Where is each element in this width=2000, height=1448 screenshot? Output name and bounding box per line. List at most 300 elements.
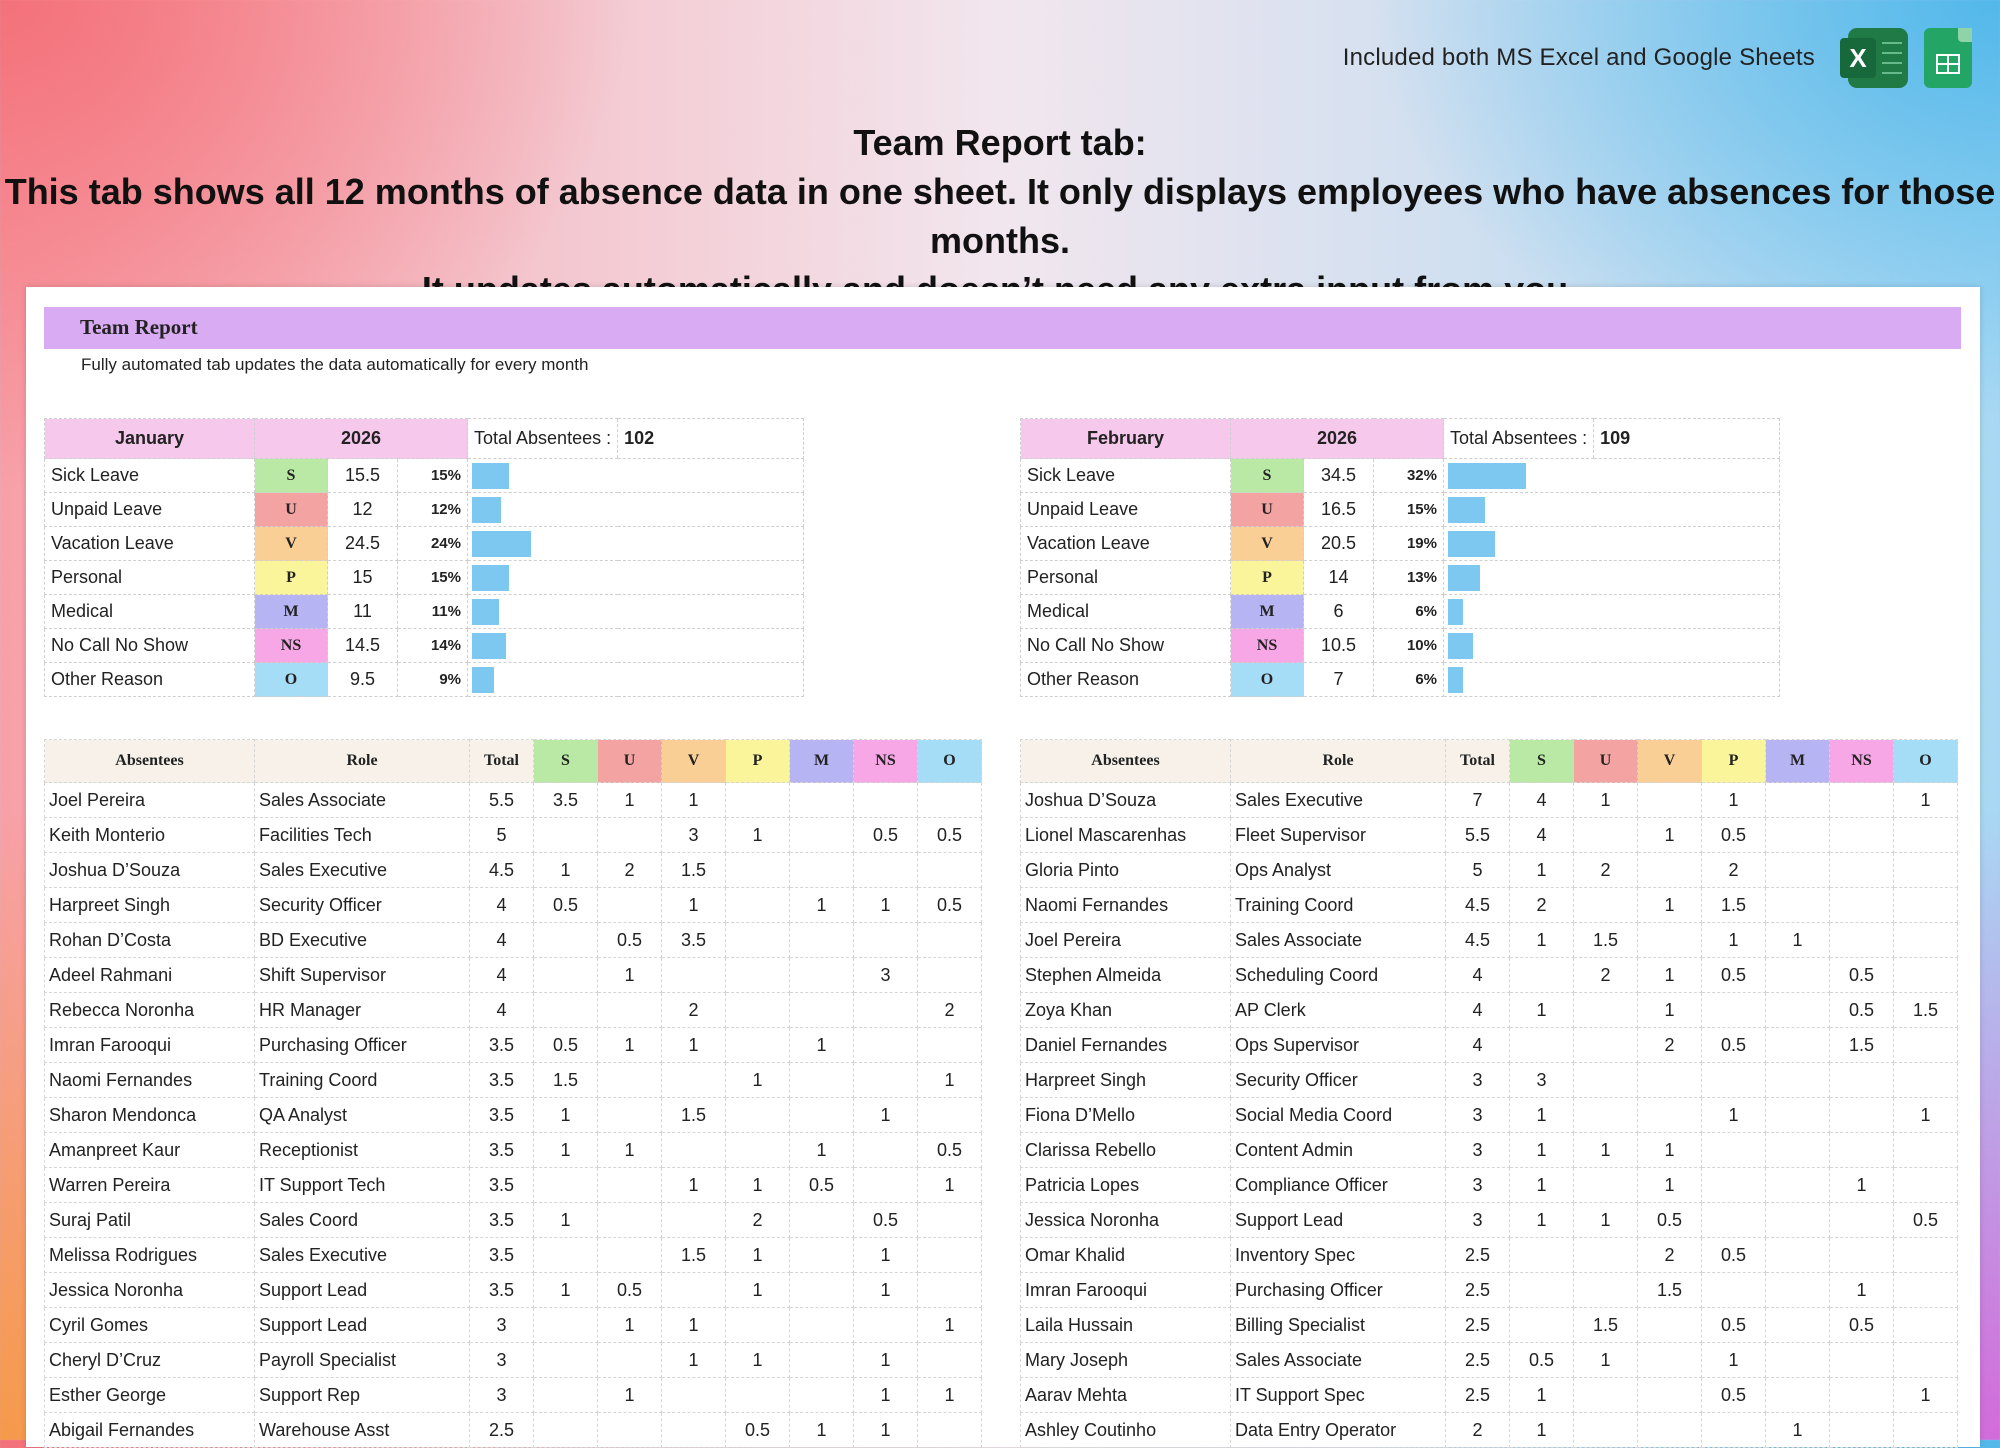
leave-cell-o[interactable]: 0.5: [918, 1133, 982, 1168]
column-header-total[interactable]: Total: [470, 740, 534, 783]
leave-cell-s[interactable]: [534, 1343, 598, 1378]
leave-cell-m[interactable]: [1766, 1063, 1830, 1098]
leave-cell-o[interactable]: [1894, 958, 1958, 993]
absentee-name[interactable]: Cheryl D’Cruz: [45, 1343, 255, 1378]
column-header-v[interactable]: V: [662, 740, 726, 783]
leave-cell-o[interactable]: [918, 958, 982, 993]
leave-cell-u[interactable]: 1: [598, 958, 662, 993]
leave-cell-p[interactable]: 0.5: [1702, 958, 1766, 993]
leave-cell-s[interactable]: [1510, 958, 1574, 993]
leave-cell-u[interactable]: [1574, 1378, 1638, 1413]
table-row[interactable]: [1021, 783, 1958, 818]
absentee-total[interactable]: 5.5: [1446, 818, 1510, 853]
leave-cell-p[interactable]: 0.5: [1702, 818, 1766, 853]
absentee-total[interactable]: 4: [1446, 958, 1510, 993]
leave-cell-s[interactable]: [534, 1308, 598, 1343]
table-row[interactable]: [45, 1168, 982, 1203]
leave-cell-s[interactable]: 1: [1510, 1098, 1574, 1133]
table-row[interactable]: [45, 1098, 982, 1133]
absentee-role[interactable]: Sales Coord: [255, 1203, 470, 1238]
leave-cell-ns[interactable]: 1: [854, 1378, 918, 1413]
leave-cell-ns[interactable]: [854, 783, 918, 818]
leave-cell-m[interactable]: [1766, 888, 1830, 923]
leave-cell-m[interactable]: [790, 1203, 854, 1238]
leave-cell-ns[interactable]: [1830, 783, 1894, 818]
leave-cell-p[interactable]: [1702, 1273, 1766, 1308]
absentee-total[interactable]: 3.5: [470, 1203, 534, 1238]
leave-cell-o[interactable]: 1: [1894, 1378, 1958, 1413]
leave-cell-m[interactable]: [1766, 1203, 1830, 1238]
absentee-name[interactable]: Jessica Noronha: [1021, 1203, 1231, 1238]
leave-cell-ns[interactable]: 1: [854, 1098, 918, 1133]
absentee-total[interactable]: 2.5: [1446, 1378, 1510, 1413]
absentee-role[interactable]: Support Lead: [255, 1273, 470, 1308]
leave-cell-o[interactable]: 0.5: [1894, 1203, 1958, 1238]
absentee-role[interactable]: Training Coord: [255, 1063, 470, 1098]
absentee-name[interactable]: Stephen Almeida: [1021, 958, 1231, 993]
leave-cell-ns[interactable]: 1: [854, 1343, 918, 1378]
absentee-total[interactable]: 3: [470, 1308, 534, 1343]
absentee-name[interactable]: Naomi Fernandes: [45, 1063, 255, 1098]
absentee-name[interactable]: Rohan D’Costa: [45, 923, 255, 958]
leave-cell-v[interactable]: 3: [662, 818, 726, 853]
absentee-total[interactable]: 5.5: [470, 783, 534, 818]
leave-cell-o[interactable]: 1: [918, 1308, 982, 1343]
leave-cell-u[interactable]: 1.5: [1574, 1308, 1638, 1343]
leave-cell-v[interactable]: 1: [662, 1308, 726, 1343]
leave-cell-v[interactable]: 1: [662, 1028, 726, 1063]
absentee-role[interactable]: AP Clerk: [1231, 993, 1446, 1028]
leave-cell-u[interactable]: [1574, 1273, 1638, 1308]
leave-cell-p[interactable]: [726, 1028, 790, 1063]
leave-cell-p[interactable]: 1: [726, 1273, 790, 1308]
leave-cell-u[interactable]: 1: [1574, 1133, 1638, 1168]
absentee-role[interactable]: Sales Associate: [1231, 923, 1446, 958]
absentee-name[interactable]: Laila Hussain: [1021, 1308, 1231, 1343]
absentee-name[interactable]: Cyril Gomes: [45, 1308, 255, 1343]
absentee-role[interactable]: Ops Supervisor: [1231, 1028, 1446, 1063]
leave-cell-v[interactable]: [1638, 1413, 1702, 1448]
leave-cell-v[interactable]: 1.5: [662, 1098, 726, 1133]
leave-cell-m[interactable]: 1: [790, 888, 854, 923]
leave-cell-p[interactable]: [726, 923, 790, 958]
leave-cell-m[interactable]: [790, 853, 854, 888]
absentee-total[interactable]: 3.5: [470, 1028, 534, 1063]
column-header-m[interactable]: M: [1766, 740, 1830, 783]
leave-cell-m[interactable]: [790, 958, 854, 993]
column-header-ns[interactable]: NS: [1830, 740, 1894, 783]
absentee-total[interactable]: 5: [1446, 853, 1510, 888]
absentee-total[interactable]: 3: [1446, 1063, 1510, 1098]
leave-cell-m[interactable]: [790, 818, 854, 853]
leave-cell-o[interactable]: 0.5: [918, 888, 982, 923]
absentee-total[interactable]: 7: [1446, 783, 1510, 818]
leave-cell-ns[interactable]: [854, 853, 918, 888]
leave-cell-m[interactable]: 1: [1766, 923, 1830, 958]
leave-cell-s[interactable]: [1510, 1028, 1574, 1063]
leave-cell-o[interactable]: [1894, 853, 1958, 888]
leave-cell-p[interactable]: 1: [1702, 783, 1766, 818]
leave-cell-ns[interactable]: 3: [854, 958, 918, 993]
leave-cell-p[interactable]: [726, 1098, 790, 1133]
leave-cell-u[interactable]: [598, 1063, 662, 1098]
leave-cell-o[interactable]: 2: [918, 993, 982, 1028]
leave-cell-u[interactable]: 0.5: [598, 923, 662, 958]
leave-cell-p[interactable]: [726, 1308, 790, 1343]
leave-cell-o[interactable]: [1894, 923, 1958, 958]
absentee-role[interactable]: QA Analyst: [255, 1098, 470, 1133]
column-header-absentees[interactable]: Absentees: [45, 740, 255, 783]
leave-cell-ns[interactable]: [1830, 1203, 1894, 1238]
table-row[interactable]: [45, 923, 982, 958]
leave-cell-o[interactable]: 1: [1894, 783, 1958, 818]
leave-cell-p[interactable]: 0.5: [1702, 1378, 1766, 1413]
leave-cell-p[interactable]: [726, 783, 790, 818]
table-row[interactable]: [45, 783, 982, 818]
absentee-role[interactable]: Sales Executive: [255, 1238, 470, 1273]
leave-cell-s[interactable]: 1.5: [534, 1063, 598, 1098]
absentee-role[interactable]: Warehouse Asst: [255, 1413, 470, 1448]
absentee-total[interactable]: 2.5: [1446, 1308, 1510, 1343]
leave-cell-s[interactable]: 1: [1510, 1378, 1574, 1413]
table-row[interactable]: [1021, 958, 1958, 993]
table-row[interactable]: [1021, 853, 1958, 888]
leave-cell-ns[interactable]: [1830, 923, 1894, 958]
leave-cell-o[interactable]: 0.5: [918, 818, 982, 853]
leave-cell-m[interactable]: 1: [790, 1133, 854, 1168]
leave-cell-ns[interactable]: [1830, 853, 1894, 888]
leave-cell-o[interactable]: 1: [918, 1168, 982, 1203]
leave-cell-o[interactable]: 1: [918, 1378, 982, 1413]
table-row[interactable]: [1021, 1273, 1958, 1308]
leave-cell-v[interactable]: [1638, 1343, 1702, 1378]
absentee-total[interactable]: 2.5: [1446, 1343, 1510, 1378]
absentee-name[interactable]: Melissa Rodrigues: [45, 1238, 255, 1273]
leave-cell-u[interactable]: [598, 1203, 662, 1238]
absentee-role[interactable]: Security Officer: [1231, 1063, 1446, 1098]
leave-cell-v[interactable]: 1: [662, 1343, 726, 1378]
absentee-role[interactable]: Data Entry Operator: [1231, 1413, 1446, 1448]
absentee-name[interactable]: Jessica Noronha: [45, 1273, 255, 1308]
table-row[interactable]: [45, 1378, 982, 1413]
absentee-role[interactable]: Security Officer: [255, 888, 470, 923]
leave-cell-u[interactable]: 1: [598, 1378, 662, 1413]
leave-cell-p[interactable]: [726, 958, 790, 993]
absentee-total[interactable]: 3.5: [470, 1168, 534, 1203]
leave-cell-v[interactable]: 1: [1638, 993, 1702, 1028]
absentee-role[interactable]: HR Manager: [255, 993, 470, 1028]
absentee-role[interactable]: Support Rep: [255, 1378, 470, 1413]
leave-cell-ns[interactable]: 0.5: [1830, 993, 1894, 1028]
leave-cell-s[interactable]: 2: [1510, 888, 1574, 923]
leave-cell-m[interactable]: [1766, 1273, 1830, 1308]
absentee-name[interactable]: Warren Pereira: [45, 1168, 255, 1203]
leave-cell-p[interactable]: [1702, 993, 1766, 1028]
leave-cell-o[interactable]: [1894, 818, 1958, 853]
leave-cell-s[interactable]: 1: [1510, 923, 1574, 958]
leave-cell-s[interactable]: 1: [534, 1273, 598, 1308]
leave-cell-ns[interactable]: [854, 923, 918, 958]
leave-cell-s[interactable]: 1: [534, 1203, 598, 1238]
column-header-p[interactable]: P: [726, 740, 790, 783]
leave-cell-v[interactable]: 1: [1638, 888, 1702, 923]
leave-cell-o[interactable]: [918, 1273, 982, 1308]
table-row[interactable]: [1021, 1343, 1958, 1378]
absentee-role[interactable]: IT Support Spec: [1231, 1378, 1446, 1413]
leave-cell-ns[interactable]: 0.5: [1830, 958, 1894, 993]
leave-cell-m[interactable]: [790, 1343, 854, 1378]
absentee-name[interactable]: Zoya Khan: [1021, 993, 1231, 1028]
leave-cell-v[interactable]: [662, 1133, 726, 1168]
absentee-total[interactable]: 4: [470, 888, 534, 923]
leave-cell-v[interactable]: 0.5: [1638, 1203, 1702, 1238]
leave-cell-v[interactable]: [1638, 783, 1702, 818]
absentee-total[interactable]: 5: [470, 818, 534, 853]
column-header-o[interactable]: O: [1894, 740, 1958, 783]
leave-cell-s[interactable]: [534, 993, 598, 1028]
leave-cell-u[interactable]: 1: [598, 1308, 662, 1343]
leave-cell-o[interactable]: [918, 923, 982, 958]
leave-cell-s[interactable]: 1: [1510, 1413, 1574, 1448]
leave-cell-u[interactable]: 1: [598, 783, 662, 818]
leave-cell-u[interactable]: 1: [1574, 1343, 1638, 1378]
absentee-name[interactable]: Gloria Pinto: [1021, 853, 1231, 888]
leave-cell-ns[interactable]: [1830, 1343, 1894, 1378]
leave-cell-v[interactable]: 1: [662, 783, 726, 818]
leave-cell-o[interactable]: [1894, 1238, 1958, 1273]
leave-cell-s[interactable]: 3: [1510, 1063, 1574, 1098]
leave-cell-p[interactable]: 1: [1702, 1343, 1766, 1378]
table-row[interactable]: [45, 958, 982, 993]
absentee-total[interactable]: 2.5: [470, 1413, 534, 1448]
absentee-name[interactable]: Imran Farooqui: [45, 1028, 255, 1063]
leave-cell-p[interactable]: 0.5: [726, 1413, 790, 1448]
leave-cell-v[interactable]: 2: [662, 993, 726, 1028]
leave-cell-p[interactable]: 2: [726, 1203, 790, 1238]
leave-cell-s[interactable]: [534, 1168, 598, 1203]
column-header-s[interactable]: S: [534, 740, 598, 783]
leave-cell-ns[interactable]: [1830, 1378, 1894, 1413]
column-header-v[interactable]: V: [1638, 740, 1702, 783]
table-row[interactable]: [1021, 1308, 1958, 1343]
leave-cell-m[interactable]: [1766, 1133, 1830, 1168]
leave-cell-ns[interactable]: [1830, 1238, 1894, 1273]
table-row[interactable]: [1021, 888, 1958, 923]
absentee-name[interactable]: Ashley Coutinho: [1021, 1413, 1231, 1448]
leave-cell-o[interactable]: [1894, 1028, 1958, 1063]
table-row[interactable]: [1021, 1063, 1958, 1098]
leave-cell-m[interactable]: [1766, 958, 1830, 993]
table-row[interactable]: [45, 1343, 982, 1378]
leave-cell-s[interactable]: 1: [1510, 853, 1574, 888]
column-header-role[interactable]: Role: [255, 740, 470, 783]
absentee-name[interactable]: Mary Joseph: [1021, 1343, 1231, 1378]
absentee-name[interactable]: Amanpreet Kaur: [45, 1133, 255, 1168]
leave-cell-m[interactable]: 1: [790, 1413, 854, 1448]
leave-cell-u[interactable]: [598, 993, 662, 1028]
leave-cell-o[interactable]: [918, 1028, 982, 1063]
absentee-role[interactable]: Compliance Officer: [1231, 1168, 1446, 1203]
leave-cell-ns[interactable]: [854, 1168, 918, 1203]
leave-cell-m[interactable]: [1766, 1378, 1830, 1413]
leave-cell-u[interactable]: [598, 1098, 662, 1133]
absentee-role[interactable]: Support Lead: [1231, 1203, 1446, 1238]
leave-cell-p[interactable]: 0.5: [1702, 1028, 1766, 1063]
table-row[interactable]: [1021, 1238, 1958, 1273]
absentee-name[interactable]: Daniel Fernandes: [1021, 1028, 1231, 1063]
column-header-u[interactable]: U: [598, 740, 662, 783]
column-header-o[interactable]: O: [918, 740, 982, 783]
leave-cell-p[interactable]: [726, 993, 790, 1028]
leave-cell-u[interactable]: [1574, 888, 1638, 923]
absentee-role[interactable]: Sales Associate: [1231, 1343, 1446, 1378]
leave-cell-s[interactable]: [534, 1413, 598, 1448]
absentee-role[interactable]: Inventory Spec: [1231, 1238, 1446, 1273]
leave-cell-p[interactable]: 1: [1702, 923, 1766, 958]
leave-cell-o[interactable]: [1894, 1273, 1958, 1308]
absentee-name[interactable]: Fiona D’Mello: [1021, 1098, 1231, 1133]
table-row[interactable]: [1021, 923, 1958, 958]
absentee-total[interactable]: 3: [1446, 1203, 1510, 1238]
absentee-name[interactable]: Joshua D’Souza: [45, 853, 255, 888]
leave-cell-p[interactable]: 1.5: [1702, 888, 1766, 923]
leave-cell-o[interactable]: 1: [1894, 1098, 1958, 1133]
leave-cell-v[interactable]: [662, 1203, 726, 1238]
absentee-role[interactable]: Facilities Tech: [255, 818, 470, 853]
table-row[interactable]: [45, 993, 982, 1028]
leave-cell-m[interactable]: [790, 1238, 854, 1273]
leave-cell-ns[interactable]: [854, 1028, 918, 1063]
leave-cell-ns[interactable]: 1: [1830, 1273, 1894, 1308]
absentee-name[interactable]: Suraj Patil: [45, 1203, 255, 1238]
absentee-role[interactable]: Sales Executive: [1231, 783, 1446, 818]
leave-cell-u[interactable]: [598, 1413, 662, 1448]
leave-cell-ns[interactable]: 1: [854, 888, 918, 923]
absentee-role[interactable]: Scheduling Coord: [1231, 958, 1446, 993]
leave-cell-v[interactable]: [1638, 1098, 1702, 1133]
absentee-role[interactable]: Payroll Specialist: [255, 1343, 470, 1378]
leave-cell-ns[interactable]: 1: [854, 1238, 918, 1273]
leave-cell-v[interactable]: 1: [1638, 1133, 1702, 1168]
leave-cell-ns[interactable]: [1830, 888, 1894, 923]
column-header-p[interactable]: P: [1702, 740, 1766, 783]
table-row[interactable]: [1021, 1133, 1958, 1168]
absentee-name[interactable]: Aarav Mehta: [1021, 1378, 1231, 1413]
leave-cell-v[interactable]: 1.5: [662, 853, 726, 888]
leave-cell-o[interactable]: [1894, 1168, 1958, 1203]
leave-cell-s[interactable]: [1510, 1273, 1574, 1308]
absentee-total[interactable]: 2.5: [1446, 1238, 1510, 1273]
absentee-name[interactable]: Joel Pereira: [45, 783, 255, 818]
absentee-total[interactable]: 3.5: [470, 1133, 534, 1168]
leave-cell-u[interactable]: [1574, 993, 1638, 1028]
leave-cell-p[interactable]: [1702, 1168, 1766, 1203]
absentee-role[interactable]: Sales Executive: [255, 853, 470, 888]
leave-cell-m[interactable]: 1: [790, 1028, 854, 1063]
leave-cell-ns[interactable]: [854, 1308, 918, 1343]
leave-cell-p[interactable]: 1: [726, 1168, 790, 1203]
leave-cell-s[interactable]: [534, 1378, 598, 1413]
leave-cell-m[interactable]: [1766, 783, 1830, 818]
absentee-name[interactable]: Naomi Fernandes: [1021, 888, 1231, 923]
leave-cell-o[interactable]: [918, 783, 982, 818]
leave-cell-u[interactable]: 1.5: [1574, 923, 1638, 958]
absentee-total[interactable]: 2: [1446, 1413, 1510, 1448]
leave-cell-m[interactable]: [1766, 1028, 1830, 1063]
leave-cell-v[interactable]: [1638, 1063, 1702, 1098]
table-row[interactable]: [1021, 1028, 1958, 1063]
leave-cell-m[interactable]: [1766, 1308, 1830, 1343]
leave-cell-s[interactable]: 0.5: [1510, 1343, 1574, 1378]
leave-cell-s[interactable]: 4: [1510, 783, 1574, 818]
leave-cell-ns[interactable]: 0.5: [854, 818, 918, 853]
leave-cell-v[interactable]: 1: [1638, 1168, 1702, 1203]
absentee-name[interactable]: Rebecca Noronha: [45, 993, 255, 1028]
leave-cell-o[interactable]: [1894, 1063, 1958, 1098]
leave-cell-o[interactable]: [918, 1343, 982, 1378]
absentee-name[interactable]: Harpreet Singh: [45, 888, 255, 923]
absentee-total[interactable]: 4: [1446, 993, 1510, 1028]
absentee-total[interactable]: 2.5: [1446, 1273, 1510, 1308]
leave-cell-m[interactable]: [790, 1378, 854, 1413]
leave-cell-v[interactable]: 1: [662, 888, 726, 923]
absentee-total[interactable]: 4: [1446, 1028, 1510, 1063]
leave-cell-o[interactable]: [918, 853, 982, 888]
column-header-total[interactable]: Total: [1446, 740, 1510, 783]
table-row[interactable]: [1021, 1378, 1958, 1413]
absentee-name[interactable]: Omar Khalid: [1021, 1238, 1231, 1273]
table-row[interactable]: [45, 888, 982, 923]
leave-cell-ns[interactable]: [1830, 818, 1894, 853]
table-row[interactable]: [1021, 1203, 1958, 1238]
table-row[interactable]: [45, 1028, 982, 1063]
leave-cell-m[interactable]: [1766, 1098, 1830, 1133]
absentee-name[interactable]: Clarissa Rebello: [1021, 1133, 1231, 1168]
absentee-role[interactable]: Fleet Supervisor: [1231, 818, 1446, 853]
leave-cell-s[interactable]: 0.5: [534, 888, 598, 923]
absentee-role[interactable]: IT Support Tech: [255, 1168, 470, 1203]
table-row[interactable]: [1021, 1168, 1958, 1203]
absentee-total[interactable]: 3.5: [470, 1273, 534, 1308]
leave-cell-u[interactable]: [1574, 1238, 1638, 1273]
absentee-name[interactable]: Joel Pereira: [1021, 923, 1231, 958]
table-row[interactable]: [45, 1063, 982, 1098]
leave-cell-s[interactable]: [534, 923, 598, 958]
absentee-role[interactable]: Sales Associate: [255, 783, 470, 818]
leave-cell-p[interactable]: [1702, 1203, 1766, 1238]
leave-cell-ns[interactable]: 0.5: [1830, 1308, 1894, 1343]
absentee-role[interactable]: BD Executive: [255, 923, 470, 958]
leave-cell-v[interactable]: 1.5: [1638, 1273, 1702, 1308]
leave-cell-s[interactable]: 1: [1510, 1168, 1574, 1203]
absentee-name[interactable]: Patricia Lopes: [1021, 1168, 1231, 1203]
leave-cell-u[interactable]: 1: [1574, 1203, 1638, 1238]
absentee-role[interactable]: Purchasing Officer: [255, 1028, 470, 1063]
leave-cell-m[interactable]: [790, 1063, 854, 1098]
absentee-role[interactable]: Ops Analyst: [1231, 853, 1446, 888]
absentee-total[interactable]: 3.5: [470, 1238, 534, 1273]
absentee-total[interactable]: 3: [470, 1378, 534, 1413]
leave-cell-v[interactable]: [662, 1063, 726, 1098]
leave-cell-v[interactable]: 1: [1638, 818, 1702, 853]
absentee-role[interactable]: Billing Specialist: [1231, 1308, 1446, 1343]
leave-cell-v[interactable]: 1: [1638, 958, 1702, 993]
leave-cell-v[interactable]: [1638, 853, 1702, 888]
absentee-name[interactable]: Esther George: [45, 1378, 255, 1413]
leave-cell-o[interactable]: [1894, 888, 1958, 923]
table-row[interactable]: [1021, 993, 1958, 1028]
leave-cell-o[interactable]: [918, 1413, 982, 1448]
